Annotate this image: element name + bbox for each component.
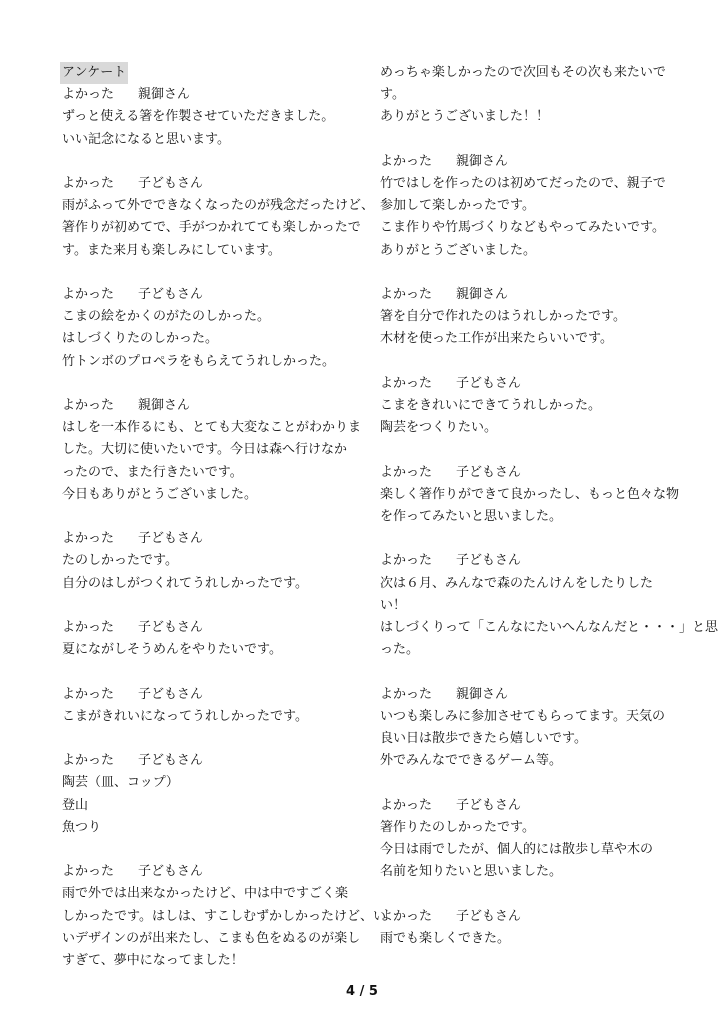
entry-header: [380, 684, 662, 706]
entry-header: [380, 906, 662, 928]
response-line: ありがとうございました。: [380, 242, 537, 258]
rating-label: よかった: [380, 797, 433, 813]
response-line: 雨でも楽しくできた。: [380, 930, 511, 946]
survey-entry: [380, 462, 680, 529]
response-line: 箸作りたのしかったです。: [380, 819, 535, 835]
response-line: 参加して楽しかったです。: [380, 198, 535, 214]
page-title: アンケート: [60, 62, 128, 84]
response-line: こまをきれいにできてうれしかった。: [380, 398, 602, 413]
response-line: はしづくりって「こんなにたいへんなんだと・・・」と思: [380, 620, 719, 635]
entry-header: [62, 84, 352, 106]
rating-label: よかった: [62, 87, 115, 103]
response-line: 雨で外では出来なかったけど、中は中ですごく楽: [62, 886, 349, 902]
respondent-label: 子どもさん: [456, 908, 522, 924]
response-line: いつも楽しみに参加させてもらってます。天気の: [380, 708, 665, 724]
respondent-label: 子どもさん: [138, 176, 204, 191]
entry-header: [62, 173, 352, 195]
response-line: いい記念になると思います。: [62, 131, 230, 147]
response-line: 夏にながしそうめんをやりたいです。: [62, 642, 282, 658]
survey-entry: [62, 684, 352, 728]
respondent-label: 子どもさん: [456, 553, 522, 569]
rating-label: よかった: [62, 864, 115, 880]
response-line: 陶芸をつくりたい。: [380, 420, 498, 436]
entry-header: [380, 284, 662, 306]
respondent-label: 子どもさん: [138, 686, 204, 702]
response-line: めっちゃ楽しかったので次回もその次も来たいで: [380, 65, 666, 80]
survey-entry: [62, 284, 352, 373]
entry-header: [380, 373, 662, 395]
respondent-label: 子どもさん: [138, 620, 204, 635]
response-line: 今日は雨でしたが、個人的には散歩し草や木の: [380, 842, 654, 857]
respondent-label: 子どもさん: [138, 531, 204, 547]
response-line: ったので、また行きたいです。: [62, 464, 243, 480]
respondent-label: 親御さん: [456, 153, 509, 169]
survey-entry: [62, 528, 352, 595]
respondent-label: 親御さん: [138, 87, 191, 103]
response-line: 自分のはしがつくれてうれしかったです。: [62, 575, 308, 591]
entry-header: [62, 395, 352, 417]
respondent-label: 親御さん: [456, 686, 509, 702]
response-line: 陶芸（皿、コップ）: [62, 775, 179, 791]
survey-entry: [62, 84, 352, 151]
entry-header: [62, 284, 352, 306]
rating-label: よかった: [62, 620, 115, 635]
rating-label: よかった: [62, 531, 115, 547]
respondent-label: 子どもさん: [456, 464, 522, 480]
rating-label: よかった: [62, 176, 115, 191]
entry-header: [62, 750, 352, 772]
response-line: いデザインのが出来たし、こまも色をぬるのが楽し: [62, 930, 361, 946]
survey-entry: [380, 284, 662, 351]
entry-header: [380, 151, 662, 173]
right-column: [380, 62, 719, 972]
respondent-label: 親御さん: [138, 398, 191, 413]
response-line: す。: [380, 87, 405, 103]
left-entries: [62, 84, 386, 972]
rating-label: よかった: [380, 153, 433, 169]
survey-entry: [62, 861, 386, 972]
response-line: はしづくりたのしかった。: [62, 331, 219, 347]
right-entries: [380, 151, 719, 950]
rating-label: よかった: [380, 553, 433, 569]
continued-entry: [380, 62, 666, 129]
response-line: す。また来月も楽しみにしています。: [62, 242, 281, 258]
response-line: 名前を知りたいと思いました。: [380, 864, 563, 880]
respondent-label: 子どもさん: [138, 753, 204, 769]
entry-header: [62, 528, 352, 550]
survey-entry: [380, 906, 662, 950]
survey-entry: [380, 684, 665, 773]
respondent-label: 子どもさん: [456, 797, 522, 813]
survey-entry: [380, 795, 662, 884]
response-line: 登山: [62, 797, 89, 813]
survey-entry: [62, 617, 352, 661]
response-line: こま作りや竹馬づくりなどもやってみたいです。: [380, 220, 665, 236]
response-line: い！: [380, 597, 407, 613]
response-line: 次は６月、みんなで森のたんけんをしたりした: [380, 575, 654, 591]
response-line: 竹ではしを作ったのは初めてだったので、親子で: [380, 176, 666, 191]
survey-entry: [380, 550, 719, 661]
rating-label: よかった: [380, 464, 433, 480]
rating-label: よかった: [380, 375, 433, 391]
response-line: たのしかったです。: [62, 553, 178, 569]
rating-label: よかった: [380, 686, 433, 702]
survey-entry: [380, 373, 662, 440]
respondent-label: 子どもさん: [456, 375, 522, 391]
respondent-label: 子どもさん: [138, 287, 204, 302]
entry-header: [62, 861, 352, 883]
response-line: 魚つり: [62, 819, 102, 835]
rating-label: よかった: [62, 686, 115, 702]
response-line: すぎて、夢中になってました！: [62, 953, 244, 968]
entry-header: [62, 617, 352, 639]
respondent-label: 親御さん: [456, 287, 509, 302]
response-line: を作ってみたいと思いました。: [380, 509, 563, 524]
survey-entry: [62, 395, 362, 506]
response-line: ずっと使える箸を作製させていただきました。: [62, 109, 335, 125]
response-line: 外でみんなでできるゲーム等。: [380, 753, 563, 769]
response-line: 箸を自分で作れたのはうれしかったです。: [380, 309, 626, 325]
entry-header: [380, 795, 662, 817]
response-line: ありがとうございました！！: [380, 109, 550, 125]
response-line: 良い日は散歩できたら嬉しいです。: [380, 731, 587, 746]
response-line: 木材を使った工作が出来たらいいです。: [380, 331, 613, 347]
response-line: 竹トンボのプロペラをもらえてうれしかった。: [62, 353, 336, 369]
rating-label: よかった: [62, 287, 115, 302]
response-line: しかったです。はしは、すこしむずかしかったけど、い: [62, 908, 386, 924]
response-line: こまがきれいになってうれしかったです。: [62, 708, 308, 724]
response-line: 今日もありがとうございました。: [62, 486, 258, 502]
survey-entry: [380, 151, 666, 262]
survey-entry: [62, 750, 352, 839]
entry-header: [380, 550, 662, 572]
response-line: はしを一本作るにも、とても大変なことがわかりま: [62, 420, 362, 436]
respondent-label: 子どもさん: [138, 864, 204, 880]
page-number: 4 / 5: [346, 984, 378, 999]
response-line: こまの絵をかくのがたのしかった。: [62, 309, 271, 325]
rating-label: よかった: [380, 908, 433, 924]
rating-label: よかった: [380, 287, 433, 302]
response-line: 雨がふって外でできなくなったのが残念だったけど、: [62, 198, 375, 214]
rating-label: よかった: [62, 398, 115, 413]
survey-entry: [62, 173, 375, 262]
response-line: 箸作りが初めてで、手がつかれてても楽しかったで: [62, 220, 361, 236]
response-line: った。: [380, 642, 420, 658]
entry-header: [62, 684, 352, 706]
response-line: 楽しく箸作りができて良かったし、もっと色々な物: [380, 486, 680, 502]
rating-label: よかった: [62, 753, 115, 769]
entry-header: [380, 462, 662, 484]
response-line: した。大切に使いたいです。今日は森へ行けなか: [62, 442, 347, 458]
